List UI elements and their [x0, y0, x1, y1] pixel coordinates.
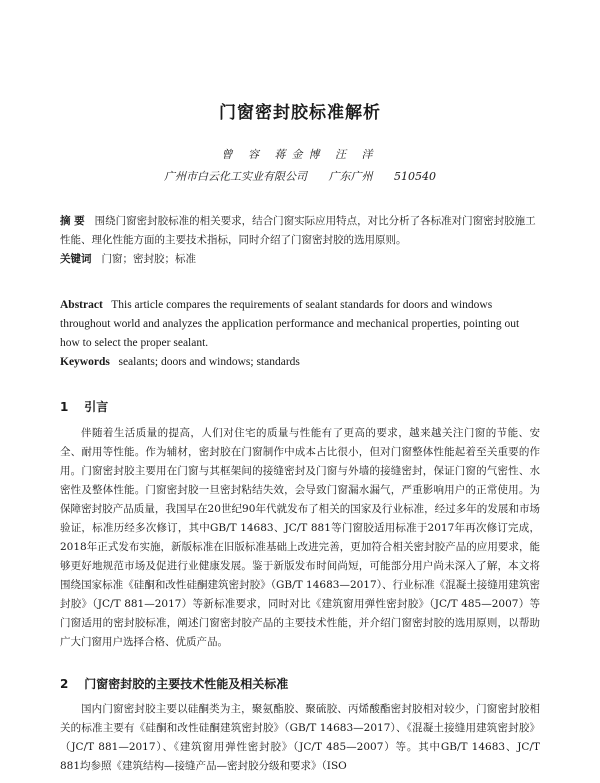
affiliation-org: 广州市白云化工实业有限公司 [164, 170, 307, 183]
section-1-paragraph: 伴随着生活质量的提高，人们对住宅的质量与性能有了更高的要求，越来越关注门窗的节能、安全、耐用等性能。作为辅材，密封胶在门窗制作中成本占比很小，但对门窗整体性能起着至关重要的作用。门窗密封胶主要用在门窗与其框架间的接缝密封及门窗与外墙的接缝密封，保证门窗的气密性、水密性及整体性能。门窗密封胶一旦密封粘结失效，会导致门窗漏水漏气，严重影响用户的正常使用。为保障密封胶产品质量，我国早在20世纪90年代就发布了相关的国家及行业标准，经过多年的发展和市场验证，标准历经多次修订，其中GB/T 14683、JC/T 881等门窗胶适用标准于2017年再次修订完成，2018年正式发布实施，新版标准在旧版标准基础上改进完善，更加符合相关密封胶产品的应用要求，能够更好地规范市场及促进行业健康发展。鉴于新版发布时间尚短，可能部分用户尚未深入了解，本文将围绕国家标准《硅酮和改性硅酮建筑密封胶》（GB/T 14683—2017）、行业标准《混凝土接缝用建筑密封胶》（JC/T 881—2017）等新标准要求，同时对比《建筑窗用弹性密封胶》（JC/T 485—2007）等门窗适用的密封胶标准，阐述门窗密封胶产品的主要技术性能，并介绍门窗密封胶的选用原则，以帮助广大门窗用户选择合格、优质产品。 [60, 427, 540, 648]
paper-authors: 曾 容 蒋金博 汪 洋 [221, 148, 379, 161]
section-2-heading [60, 675, 288, 692]
abstract-en-text: This article compares the requirements of sealant standards for doors and windows throughout world and analyzes the application performance and mechanical properties, pointing out how to select the proper sealant. [60, 299, 520, 349]
abstract-en [60, 296, 540, 372]
abstract-zh-label: 摘 要 [60, 215, 85, 227]
section-2-number: 2 [60, 677, 69, 691]
paper-title: 门窗密封胶标准解析 [219, 103, 381, 123]
abstract-zh-text: 围绕门窗密封胶标准的相关要求，结合门窗实际应用特点，对比分析了各标准对门窗密封胶施工性能、理化性能方面的主要技术指标，同时介绍了门窗密封胶的选用原则。 [60, 215, 536, 246]
abstract-en-body [60, 296, 540, 353]
abstract-zh [60, 212, 540, 269]
section-1-heading [60, 398, 108, 415]
keywords-en [60, 353, 540, 372]
affiliation [0, 168, 600, 184]
keywords-zh [60, 250, 540, 269]
section-2-paragraph: 国内门窗密封胶主要以硅酮类为主，聚氨酯胶、聚硫胶、丙烯酸酯密封胶相对较少，门窗密封胶相关的标准主要有《硅酮和改性硅酮建筑密封胶》（GB/T 14683—2017）、《混凝土接缝用建筑密封胶》（JC/T 881—2017）、《建筑窗用弹性密封胶》（JC/T 485—2007）等。其中GB/T 14683、JC/T 881均参照《建筑结构—接缝产品—密封胶分级和要求》（ISO [60, 703, 540, 772]
keywords-zh-text: 门窗；密封胶；标准 [101, 253, 197, 265]
section-2-title: 门窗密封胶的主要技术性能及相关标准 [84, 677, 289, 691]
affiliation-city: 广东广州 [328, 170, 373, 183]
section-1-title: 引言 [84, 400, 109, 414]
keywords-en-text: sealants; doors and windows; standards [118, 356, 300, 368]
abstract-zh-body [60, 212, 540, 250]
affiliation-postcode: 510540 [394, 170, 436, 183]
keywords-zh-label: 关键词 [60, 253, 92, 265]
keywords-en-label: Keywords [60, 356, 110, 368]
abstract-en-label: Abstract [60, 299, 103, 311]
section-1-number: 1 [60, 400, 69, 414]
